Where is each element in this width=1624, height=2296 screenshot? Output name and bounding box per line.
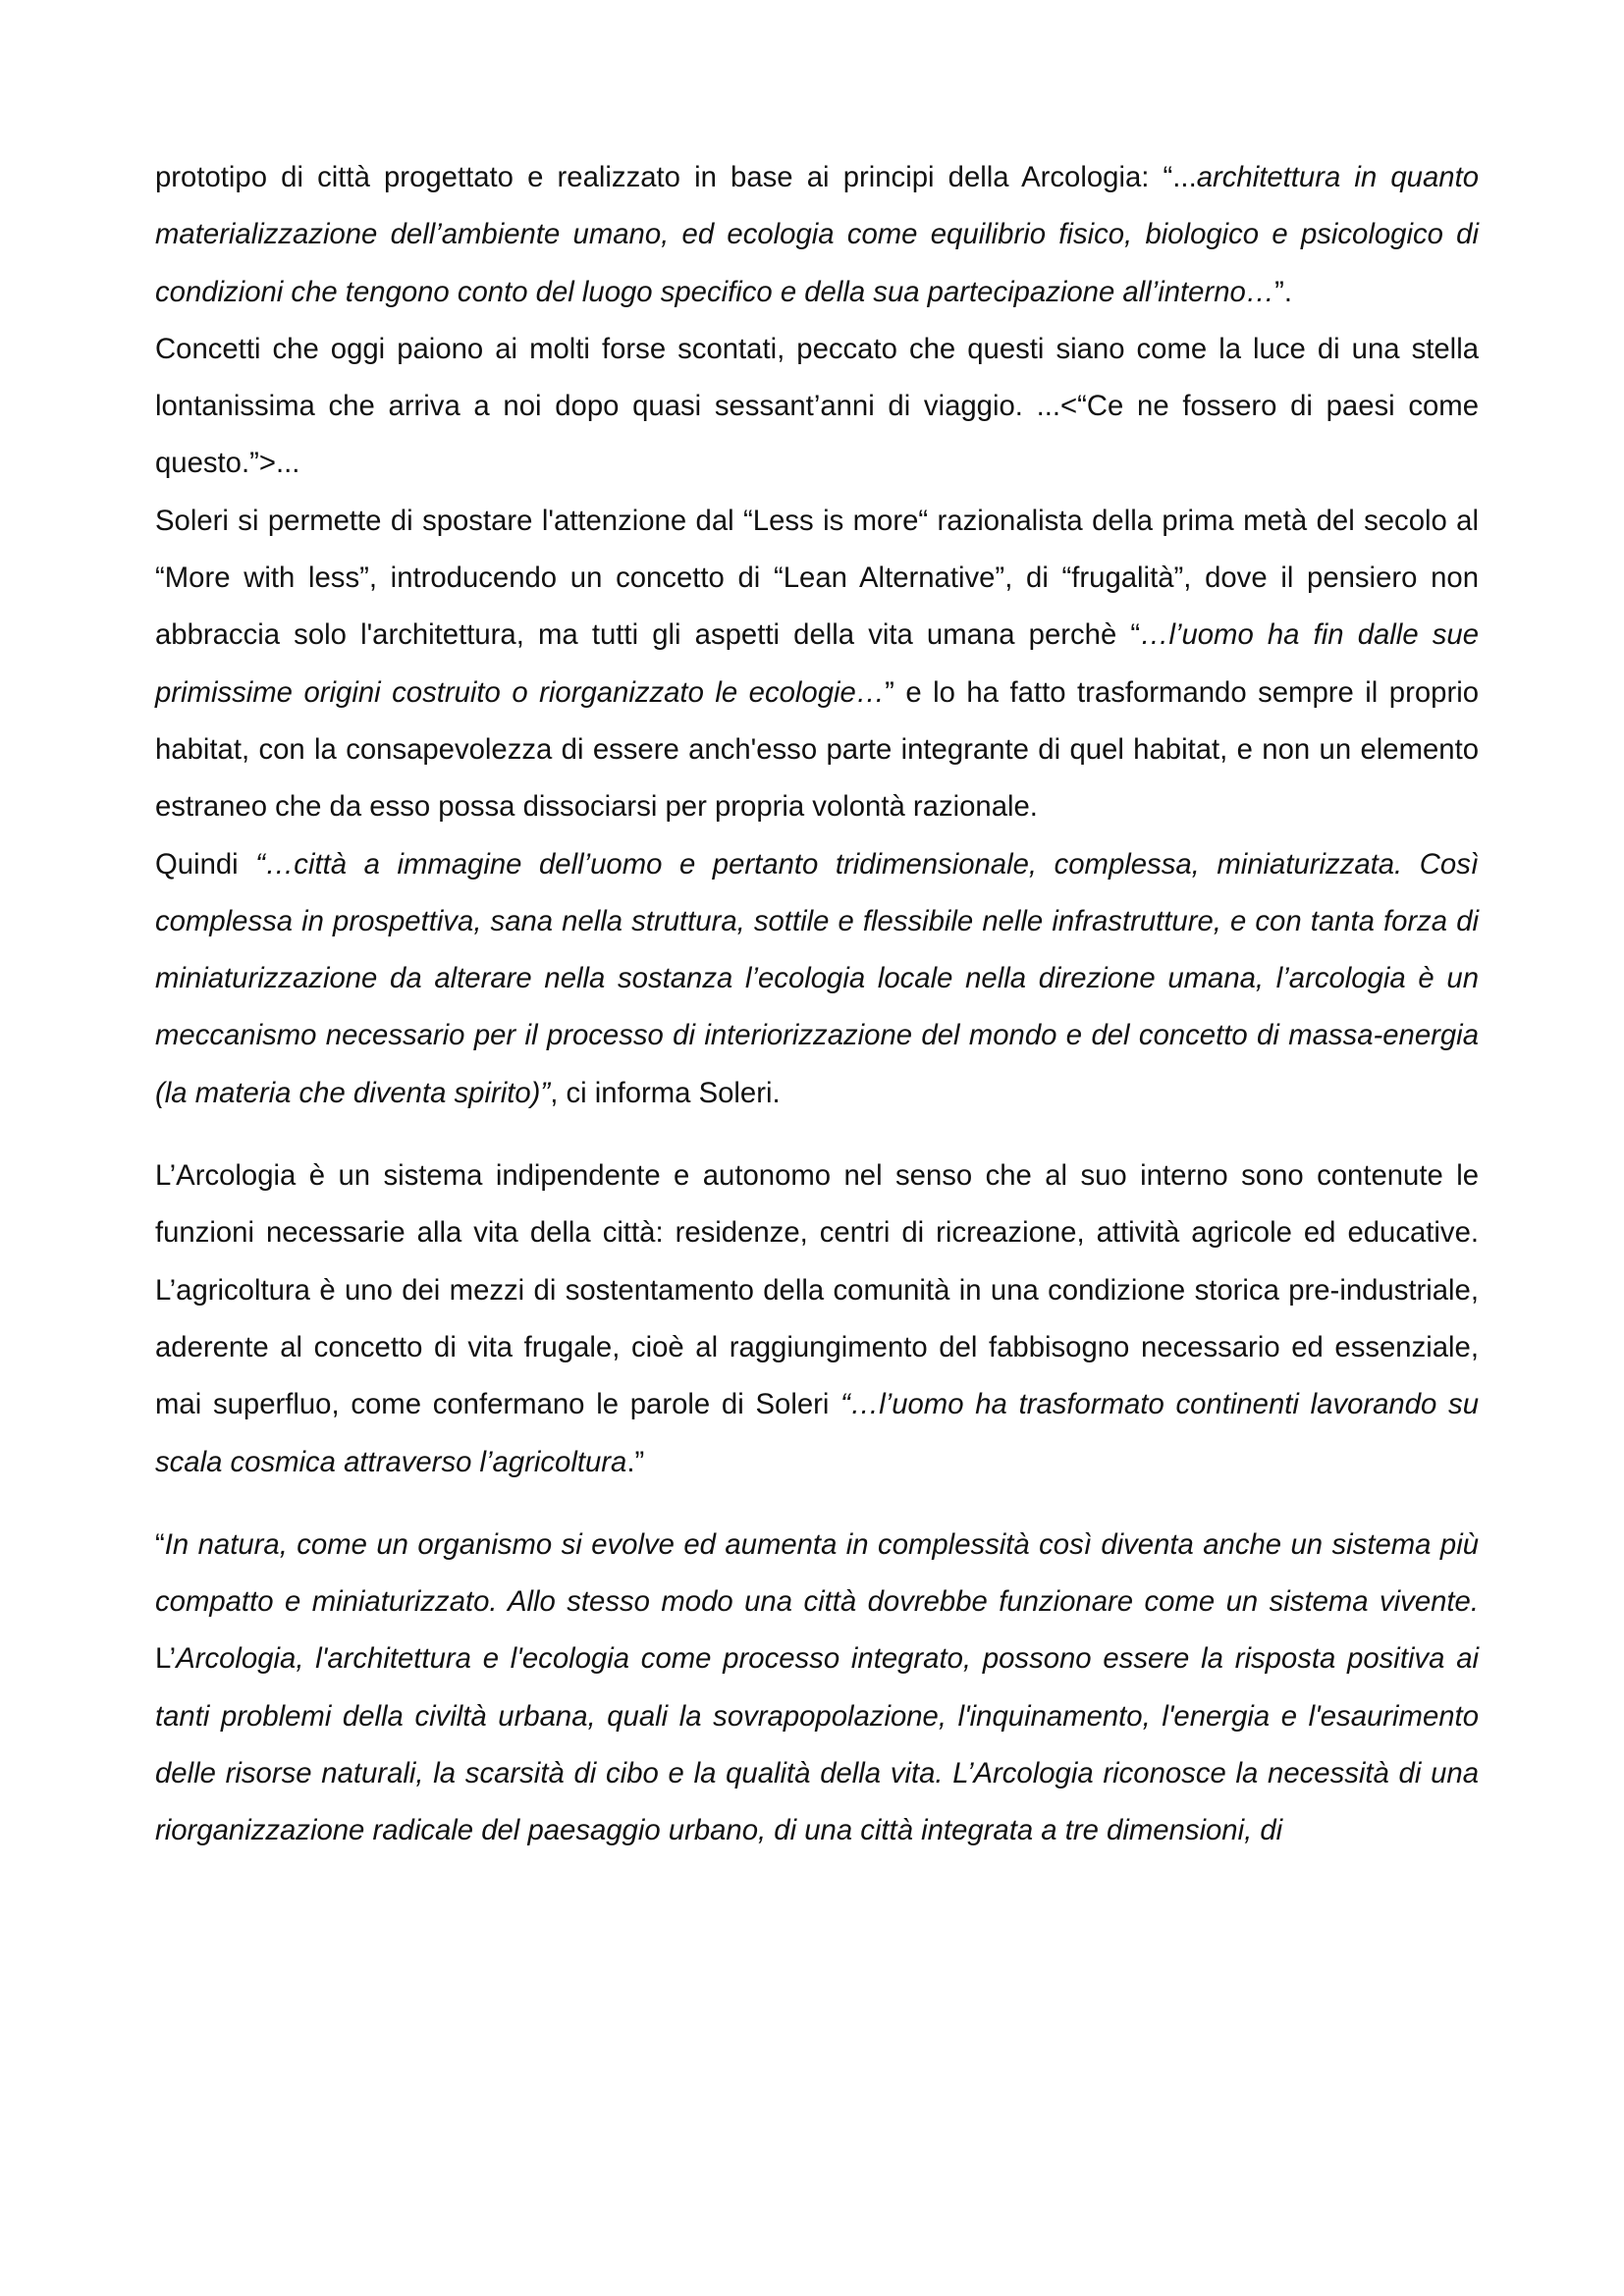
text-run: prototipo di città progettato e realizzato in base ai principi della Arcologia: “... — [155, 161, 1197, 193]
paragraph-p1 — [155, 149, 1479, 321]
text-run: .” — [626, 1445, 645, 1478]
text-run: ”. — [1274, 275, 1292, 308]
paragraph-p6 — [155, 1517, 1479, 1860]
text-run: L’Arcologia è un sistema indipendente e autonomo nel senso che al suo interno sono contenute le funzioni necessarie alla vita della città: residenze, centri di ricreazione, attività agricole ed educative. L’agricoltura è uno dei mezzi di sostentamento della comunità in una condizione storica pre-industriale, aderente al concetto di vita frugale, cioè al raggiungimento del fabbisogno necessario ed essenziale, mai superfluo, come confermano le parole di Soleri — [155, 1159, 1479, 1421]
italic-text-run: Arcologia, l'architettura e l'ecologia come processo integrato, possono essere la risposta positiva ai tanti problemi della civiltà urbana, quali la sovrapopolazione, l'inquinamento, l'energia e l'esaurimento delle risorse naturali, la scarsità di cibo e la qualità della vita. L’Arcologia riconosce la necessità di una riorganizzazione radicale del paesaggio urbano, di una città integrata a tre dimensioni, di — [155, 1642, 1479, 1847]
body-text — [155, 149, 1479, 1860]
text-run: Quindi — [155, 847, 256, 881]
text-run: Concetti che oggi paiono ai molti forse scontati, peccato che questi siano come la luce di una stella lontanissima che arriva a noi dopo quasi sessant’anni di viaggio. ...<“Ce ne fossero di paesi come questo.”>... — [155, 332, 1479, 480]
text-run: , ci informa Soleri. — [550, 1076, 781, 1109]
italic-text-run: In natura, come un organismo si evolve ed aumenta in complessità così diventa anche un sistema più compatto e miniaturizzato. Allo stesso modo una città dovrebbe funzionare come un sistema vivente. — [155, 1527, 1479, 1619]
text-run: Soleri si permette di spostare l'attenzione dal “Less is more“ razionalista della prima metà del secolo al “More with less”, introducendo un concetto di “Lean Alternative”, di “frugalità”, dove il pensiero non abbraccia solo l'architettura, ma tutti gli aspetti della vita umana perchè “ — [155, 504, 1479, 652]
paragraph-p4 — [155, 836, 1479, 1122]
italic-text-run: “…città a immagine dell’uomo e pertanto tridimensionale, complessa, miniaturizzata. Così complessa in prospettiva, sana nella struttura, sottile e flessibile nelle infrastrutture, e con tanta forza di miniaturizzazione da alterare nella sostanza l’ecologia locale nella direzione umana, l’arcologia è un meccanismo necessario per il processo di interiorizzazione del mondo e del concetto di massa-energia (la materia che diventa spirito)” — [155, 847, 1479, 1109]
italic-text-run: architettura in quanto materializzazione dell’ambiente umano, ed ecologia come equilibrio fisico, biologico e psicologico di condizioni che tengono conto del luogo specifico e della sua partecipazione all’interno… — [155, 161, 1479, 308]
italic-text-run: “…l’uomo ha trasformato continenti lavorando su scala cosmica attraverso l’agricoltura — [155, 1388, 1479, 1478]
text-run: L’ — [155, 1642, 177, 1676]
text-run: “ — [155, 1527, 165, 1561]
paragraph-p2 — [155, 321, 1479, 493]
paragraph-p5 — [155, 1148, 1479, 1491]
paragraph-p3 — [155, 493, 1479, 836]
italic-text-run: …l’uomo ha fin dalle sue primissime origini costruito o riorganizzato le ecologie… — [155, 618, 1479, 709]
text-run: ” e lo ha fatto trasformando sempre il proprio habitat, con la consapevolezza di essere anch'esso parte integrante di quel habitat, e non un elemento estraneo che da esso possa dissociarsi per propria volontà razionale. — [155, 675, 1480, 824]
